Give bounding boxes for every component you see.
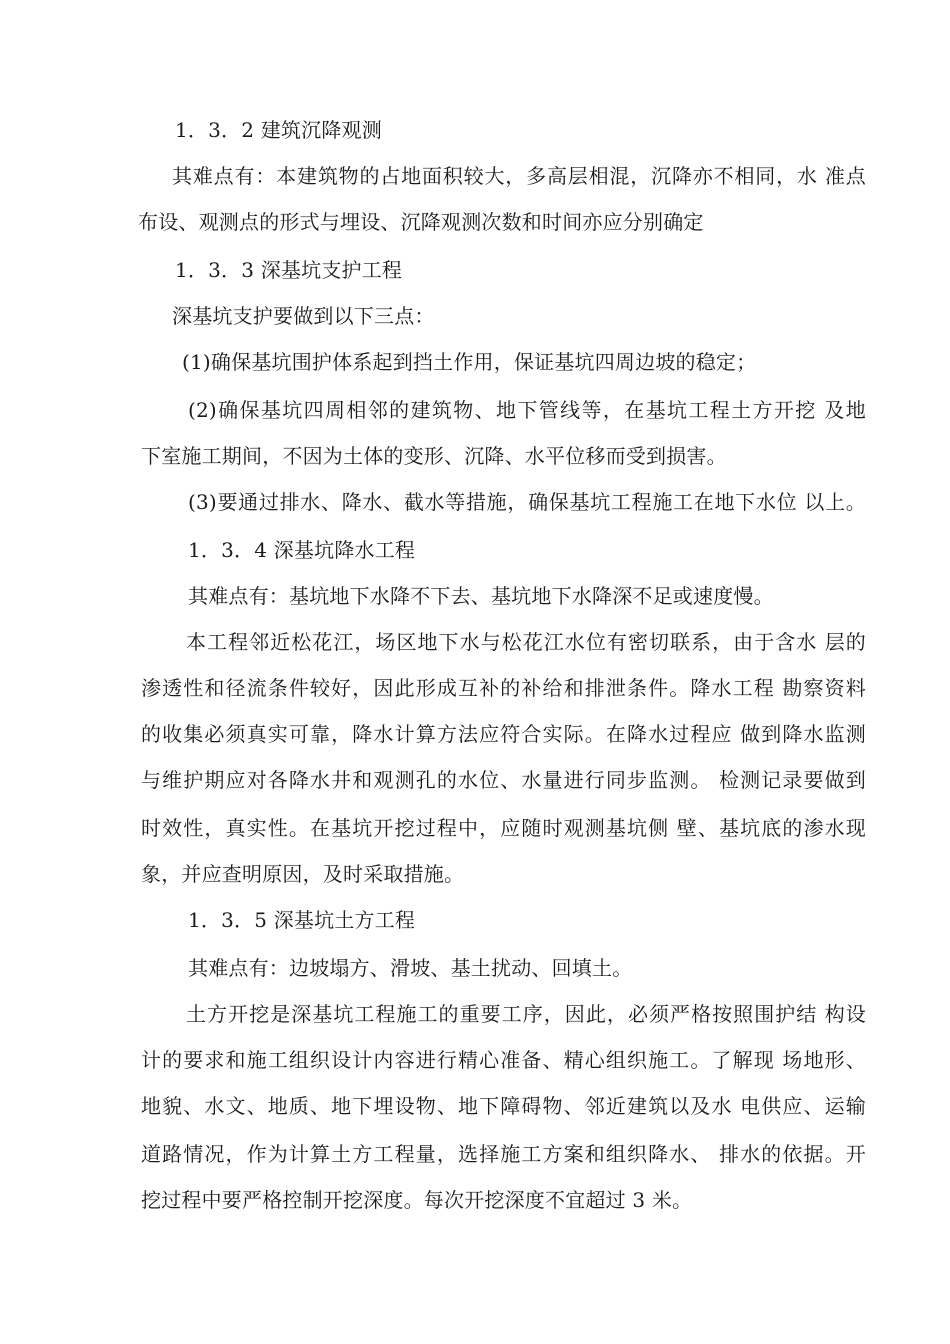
section-heading-1-3-3: 1．3．3 深基坑支护工程 [175,258,403,282]
paragraph-line: 下室施工期间，不因为土体的变形、沉降、水平位移而受到损害。 [141,444,727,468]
paragraph-line: 与维护期应对各降水井和观测孔的水位、水量进行同步监测。 检测记录要做到 [141,768,866,792]
paragraph-line: 道路情况，作为计算土方工程量，选择施工方案和组织降水、 排水的依据。开 [141,1142,866,1166]
list-item-2: (2)确保基坑四周相邻的建筑物、地下管线等，在基坑工程土方开挖 及地 [188,398,866,422]
paragraph-line: 计的要求和施工组织设计内容进行精心准备、精心组织施工。了解现 场地形、 [141,1048,866,1072]
paragraph-line: 本工程邻近松花江，场区地下水与松花江水位有密切联系，由于含水 层的 [186,630,866,654]
paragraph-line: 渗透性和径流条件较好，因此形成互补的补给和排泄条件。降水工程 勘察资料 [141,676,866,700]
paragraph-line: 土方开挖是深基坑工程施工的重要工序，因此，必须严格按照围护结 构设 [186,1002,866,1026]
paragraph-line: 其难点有：基坑地下水降不下去、基坑地下水降深不足或速度慢。 [188,584,774,608]
paragraph-line: 其难点有：本建筑物的占地面积较大，多高层相混，沉降亦不相同，水 准点 [172,164,866,188]
section-heading-1-3-4: 1．3．4 深基坑降水工程 [188,538,416,562]
paragraph-line: 时效性，真实性。在基坑开挖过程中，应随时观测基坑侧 壁、基坑底的渗水现 [141,816,866,840]
section-heading-1-3-5: 1．3．5 深基坑土方工程 [188,908,416,932]
paragraph-line: 深基坑支护要做到以下三点： [172,304,435,328]
paragraph-line: 挖过程中要严格控制开挖深度。每次开挖深度不宜超过 3 米。 [141,1188,693,1212]
paragraph-line: 的收集必须真实可靠，降水计算方法应符合实际。在降水过程应 做到降水监测 [141,722,866,746]
section-heading-1-3-2: 1．3．2 建筑沉降观测 [175,118,382,142]
list-item-3: (3)要通过排水、降水、截水等措施，确保基坑工程施工在地下水位 以上。 [188,490,866,514]
list-item-1: (1)确保基坑围护体系起到挡土作用，保证基坑四周边坡的稳定； [182,350,757,374]
paragraph-line: 其难点有：边坡塌方、滑坡、基土扰动、回填土。 [188,956,633,980]
paragraph-line: 布设、观测点的形式与埋设、沉降观测次数和时间亦应分别确定 [138,210,704,234]
paragraph-line: 地貌、水文、地质、地下埋设物、地下障碍物、邻近建筑以及水 电供应、运输 [141,1094,866,1118]
paragraph-line: 象，并应查明原因，及时采取措施。 [141,862,465,886]
